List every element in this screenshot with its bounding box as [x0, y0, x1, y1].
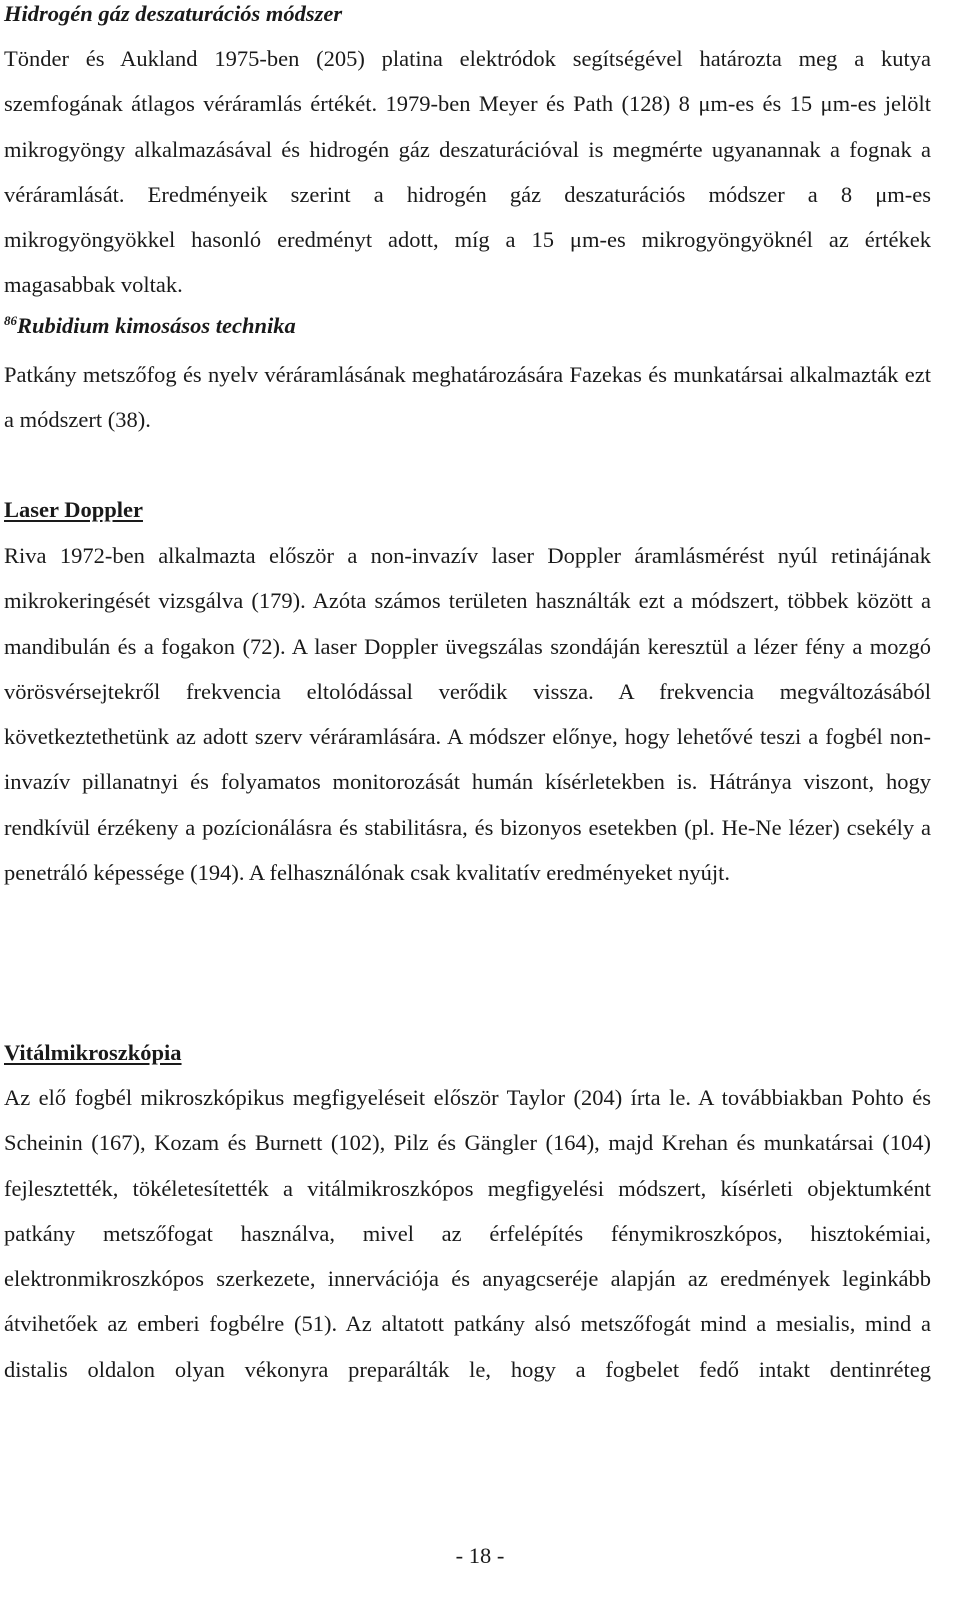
paragraph-hydrogen: Tönder és Aukland 1975-ben (205) platina elektródok segítségével határozta meg a kutya szemfogának átlagos véráramlás értékét. 1979-ben Meyer és Path (128) 8 μm-es és 15 μm-es jelölt mikrogyöngy alkalmazásával és hidrogén gáz deszaturációval is megmérte ugyanannak a fognak a véráramlását. Eredményeik szerint a hidrogén gáz deszaturációs módszer a 8 μm-es mikrogyöngyökkel hasonló eredményt adott, míg a 15 μm-es mikrogyöngyöknél az értékek magasabbak voltak.	[4, 46, 931, 298]
section-title-laser-doppler: Laser Doppler	[4, 497, 143, 522]
section-title-rubidium-text: Rubidium kimosásos technika	[17, 313, 296, 338]
paragraph-vitalmicroscopy: Az elő fogbél mikroszkópikus megfigyeléseit először Taylor (204) írta le. A továbbiakban Pohto és Scheinin (167), Kozam és Burnett (102), Pilz és Gängler (164), majd Krehan és munkatársai (104) fejlesztették, tökéletesítették a vitálmikroszkópos megfigyelési módszert, kísérleti objektumként patkány metszőfogat használva, mivel az érfelépítés fénymikroszkópos, hisztokémiai, elektronmikroszkópos szerkezete, innervációja és anyagcseréje alapján az eredmények leginkább átvihetőek az emberi fogbélre (51). Az altatott patkány alsó metszőfogát mind a mesialis, mind a distalis oldalon olyan vékonyra preparálták le, hogy a fogbelet fedő intakt dentinréteg	[4, 1085, 931, 1382]
section-title-rubidium	[4, 312, 296, 340]
paragraph-laser-doppler: Riva 1972-ben alkalmazta először a non-invazív laser Doppler áramlásmérést nyúl retinájának mikrokeringését vizsgálva (179). Azóta számos területen használták ezt a módszert, többek között a mandibulán és a fogakon (72). A laser Doppler üvegszálas szondáján keresztül a lézer fény a mozgó vörösvérsejtekről frekvencia eltolódással verődik vissza. A frekvencia megváltozásából következtethetünk az adott szerv véráramlására. A módszer előnye, hogy lehetővé teszi a fogbél non-invazív pillanatnyi és folyamatos monitorozását humán kísérletekben is. Hátránya viszont, hogy rendkívül érzékeny a pozícionálásra és stabilitásra, és bizonyos esetekben (pl. He-Ne lézer) csekély a penetráló képessége (194). A felhasználónak csak kvalitatív eredményeket nyújt.	[4, 543, 931, 886]
section-title-vitalmicroscopy: Vitálmikroszkópia	[4, 1040, 182, 1065]
isotope-superscript: 86	[4, 313, 17, 328]
page-number: - 18 -	[455, 1543, 505, 1568]
section-title-hydrogen: Hidrogén gáz deszaturációs módszer	[4, 1, 343, 26]
paragraph-rubidium: Patkány metszőfog és nyelv véráramlásának meghatározására Fazekas és munkatársai alkalmazták ezt a módszert (38).	[4, 362, 931, 433]
